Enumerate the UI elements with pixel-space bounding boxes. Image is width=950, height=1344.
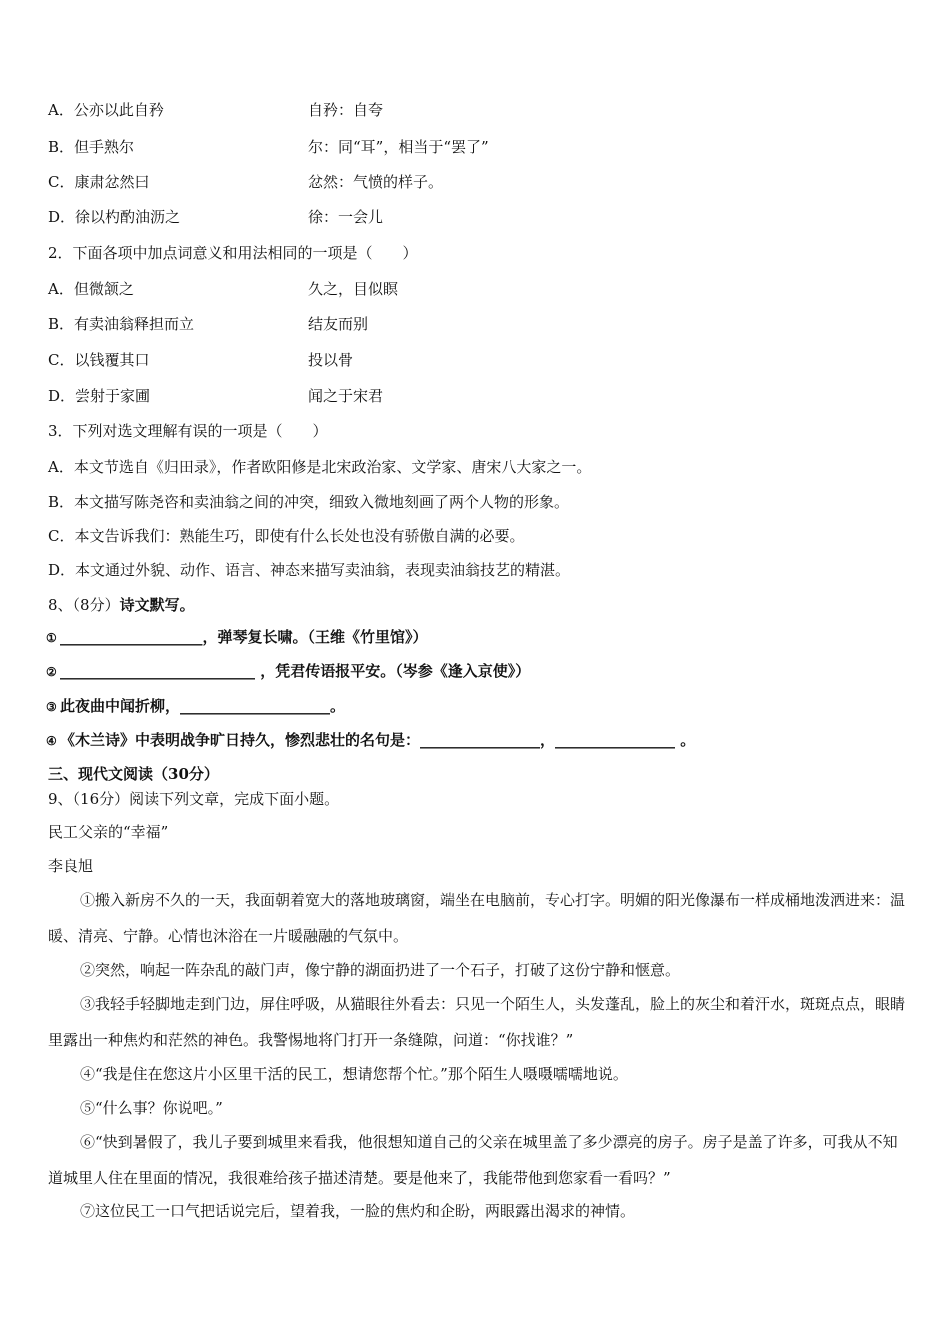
q2-option-d-label: D．尝射于家圃 [48,387,151,405]
q9-intro: 9、（16分）阅读下列文章，完成下面小题。 [48,790,340,808]
q1-option-b [48,137,489,157]
q3-option-c: C．本文告诉我们：熟能生巧，即使有什么长处也没有骄傲自满的必要。 [48,527,525,545]
q1-option-c [48,172,444,192]
q8-item-1-text: ___________________，弹琴复长啸。（王维《竹里馆》） [60,628,428,646]
q2-option-a-pair: 久之，目似瞑 [308,280,399,298]
q3-option-d: D．本文通过外貌、动作、语言、神态来描写卖油翁，表现卖油翁技艺的精湛。 [48,561,571,579]
q8-item-4-text: 《木兰诗》中表明战争旷日持久，惨烈悲壮的名句是：________________，________________ 。 [60,731,696,749]
q2-stem: 2．下面各项中加点词意义和用法相同的一项是（ ） [48,244,418,262]
q8-heading [48,595,195,615]
q3-option-b: B．本文描写陈尧咨和卖油翁之间的冲突，细致入微地刻画了两个人物的形象。 [48,493,570,511]
q2-option-c-label: C．以钱覆其口 [48,351,150,369]
article-author: 李良旭 [48,857,94,875]
q1-option-d-label: D．徐以杓酌油沥之 [48,208,181,226]
q1-option-d-gloss: 徐：一会儿 [308,208,384,226]
q8-item-2-text: __________________________ ，凭君传语报平安。（岑参《逢入京使》） [60,662,531,680]
q8-title: 诗文默写。 [119,596,195,614]
article-paragraph-6: ⑥“快到暑假了，我儿子要到城里来看我，他很想知道自己的父亲在城里盖了多少漂亮的房子。房子是盖了许多，可我从不知道城里人住在里面的情况，我很难给孩子描述清楚。要是他来了，我能带他到您家看一看吗？” [48,1133,898,1187]
q8-item-4 [46,730,695,751]
article-title: 民工父亲的“幸福” [48,823,169,841]
q2-option-d [48,386,384,406]
q1-option-b-gloss: 尔：同“耳”，相当于“罢了” [308,138,489,156]
q2-option-b-pair: 结友而别 [308,315,369,333]
q8-item-3-marker: ③ [46,700,57,714]
q2-option-d-pair: 闻之于宋君 [308,387,384,405]
section3-heading: 三、现代文阅读（30分） [48,765,219,783]
q1-option-a-label: A．公亦以此自矜 [48,101,164,119]
q8-item-3 [46,696,345,717]
q8-item-2 [46,661,530,682]
article-paragraph-5: ⑤“什么事？你说吧。” [80,1099,223,1117]
q2-option-c-pair: 投以骨 [308,351,354,369]
article-paragraph-7: ⑦这位民工一口气把话说完后，望着我，一脸的焦灼和企盼，两眼露出渴求的神情。 [80,1202,636,1220]
q1-option-a-gloss: 自矜：自夸 [308,101,384,119]
q8-item-1-marker: ① [46,631,57,645]
q8-item-3-text: 此夜曲中闻折柳，____________________。 [60,697,346,715]
article-paragraph-4: ④“我是住在您这片小区里干活的民工，想请您帮个忙。”那个陌生人嗫嗫嚅嚅地说。 [80,1065,628,1083]
article-paragraph-2: ②突然，响起一阵杂乱的敲门声，像宁静的湖面扔进了一个石子，打破了这份宁静和惬意。 [80,961,681,979]
q8-item-2-marker: ② [46,665,57,679]
q3-option-a: A．本文节选自《归田录》，作者欧阳修是北宋政治家、文学家、唐宋八大家之一。 [48,458,592,476]
q1-option-b-label: B．但手熟尔 [48,138,135,156]
q2-option-c [48,350,354,370]
q8-item-4-marker: ④ [46,734,57,748]
q2-option-a [48,279,399,299]
article-paragraph-3: ③我轻手轻脚地走到门边，屏住呼吸，从猫眼往外看去：只见一个陌生人，头发蓬乱，脸上的灰尘和着汗水，斑斑点点，眼睛里露出一种焦灼和茫然的神色。我警惕地将门打开一条缝隙，问道：“你找谁？” [48,995,906,1049]
q3-stem: 3．下列对选文理解有误的一项是（ ） [48,422,328,440]
q8-number: 8、（8分） [48,596,120,614]
q1-option-c-gloss: 忿然：气愤的样子。 [308,173,444,191]
q2-option-a-label: A．但微颔之 [48,280,134,298]
q1-option-a [48,100,384,120]
q2-option-b-label: B．有卖油翁释担而立 [48,315,195,333]
q2-option-b [48,314,369,334]
article-paragraph-1: ①搬入新房不久的一天，我面朝着宽大的落地玻璃窗，端坐在电脑前，专心打字。明媚的阳光像瀑布一样成桶地泼洒进来：温暖、清亮、宁静。心情也沐浴在一片暖融融的气氛中。 [48,891,906,945]
q1-option-d [48,207,384,227]
q8-item-1 [46,627,428,648]
q1-option-c-label: C．康肃忿然曰 [48,173,150,191]
